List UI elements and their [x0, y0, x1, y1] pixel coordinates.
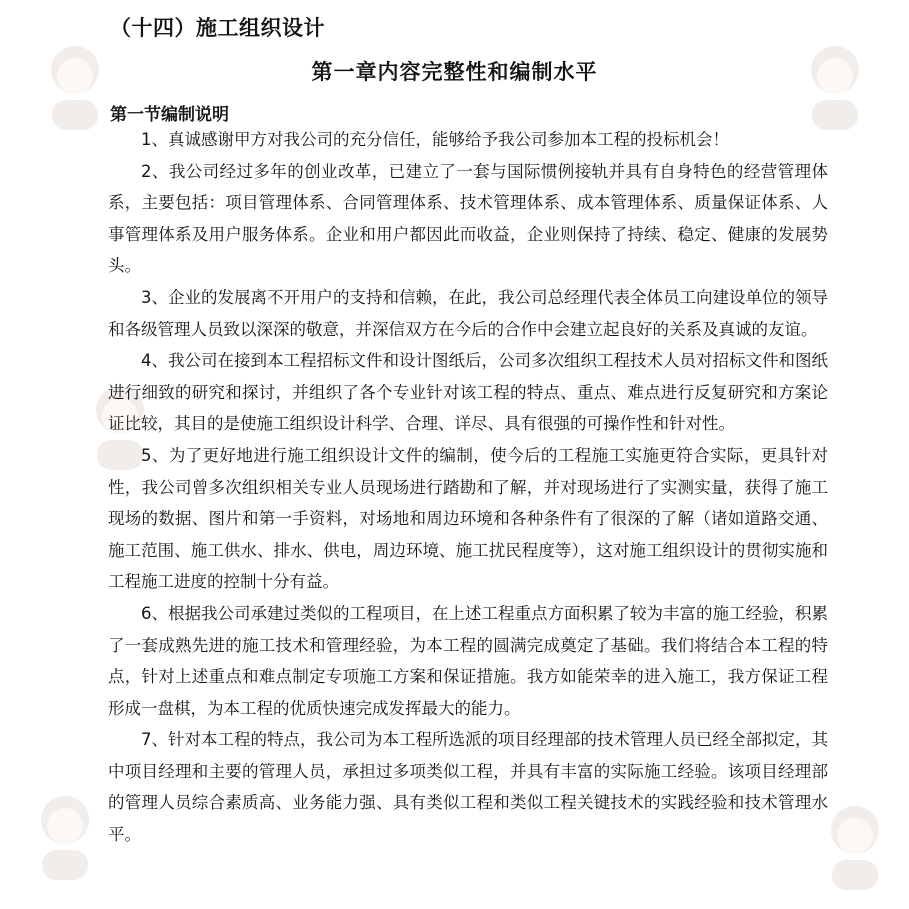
- watermark-figure-icon: [30, 790, 100, 880]
- paragraph-4: 4、我公司在接到本工程招标文件和设计图纸后，公司多次组织工程技术人员对招标文件和图纸进行细致的研究和探讨，并组织了各个专业针对该工程的特点、重点、难点进行反复研究和方案论证比较，其目的是使施工组织设计科学、合理、详尽、具有很强的可操作性和针对性。: [108, 351, 828, 434]
- paragraph-6: 6、根据我公司承建过类似的工程项目，在上述工程重点方面积累了较为丰富的施工经验，积累了一套成熟先进的施工技术和管理经验，为本工程的圆满完成奠定了基础。我们将结合本工程的特点，针对上述重点和难点制定专项施工方案和保证措施。我方如能荣幸的进入施工，我方保证工程形成一盘棋，为本工程的优质快速完成发挥最大的能力。: [108, 603, 828, 718]
- paragraph-3: 3、企业的发展离不开用户的支持和信赖，在此，我公司总经理代表全体员工向建设单位的领导和各级管理人员致以深深的敬意，并深信双方在今后的合作中会建立起良好的关系及真诚的友谊。: [108, 287, 828, 339]
- paragraph-1: 1、真诚感谢甲方对我公司的充分信任，能够给予我公司参加本工程的投标机会！: [141, 130, 729, 149]
- watermark-figure-icon: [820, 800, 890, 890]
- chapter-title: 第一章内容完整性和编制水平: [311, 60, 598, 84]
- section-heading: （十四）施工组织设计: [110, 16, 325, 40]
- paragraph-2: 2、我公司经过多年的创业改革，已建立了一套与国际惯例接轨并具有自身特色的经营管理体系，主要包括：项目管理体系、合同管理体系、技术管理体系、成本管理体系、质量保证体系、人事管理体系及用户服务体系。企业和用户都因此而收益，企业则保持了持续、稳定、健康的发展势头。: [108, 161, 828, 276]
- paragraph-7: 7、针对本工程的特点，我公司为本工程所选派的项目经理部的技术管理人员已经全部拟定，其中项目经理和主要的管理人员，承担过多项类似工程，并具有丰富的实际施工经验。该项目经理部的管理人员综合素质高、业务能力强、具有类似工程和类似工程关键技术的实践经验和技术管理水平。: [108, 730, 828, 845]
- subsection-title: 第一节编制说明: [110, 105, 229, 125]
- paragraph-5: 5、为了更好地进行施工组织设计文件的编制，使今后的工程施工实施更符合实际，更具针对性，我公司曾多次组织相关专业人员现场进行踏勘和了解，并对现场进行了实测实量，获得了施工现场的数据、图片和第一手资料，对场地和周边环境和各种条件有了很深的了解（诸如道路交通、施工范围、施工供水、排水、供电，周边环境、施工扰民程度等），这对施工组织设计的贯彻实施和工程施工进度的控制十分有益。: [108, 445, 828, 592]
- document-body: [108, 124, 828, 851]
